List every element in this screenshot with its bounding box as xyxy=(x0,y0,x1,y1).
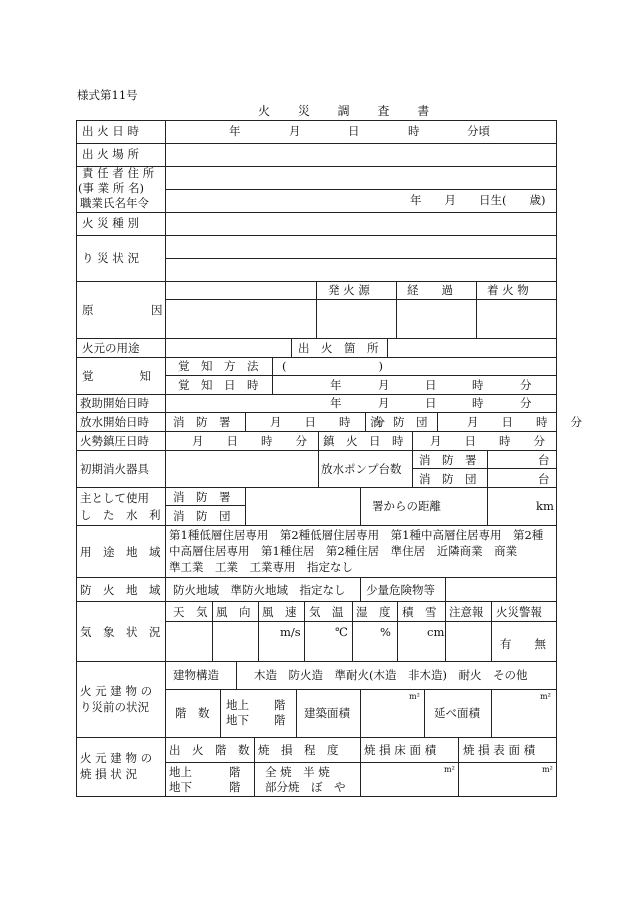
unit-square-meter: m² xyxy=(444,765,455,774)
row-divider xyxy=(76,487,557,488)
label-origin-use: 火元の用途 xyxy=(82,341,140,355)
row-divider xyxy=(76,661,557,662)
zoning-options-line1: 第1種低層住居専用 第2種低層住居専用 第1種中高層住居専用 第2種 xyxy=(169,528,544,542)
label-floor-count: 階 数 xyxy=(175,706,210,720)
row-divider xyxy=(76,737,557,738)
fire-prevention-options: 防火地域 準防火地域 指定なし xyxy=(173,583,346,597)
row-divider xyxy=(165,621,557,622)
structure-options: 木造 防火造 準耐火(木造 非木造) 耐火 その他 xyxy=(254,668,528,682)
header-temperature: 気 温 xyxy=(309,605,344,619)
col-divider xyxy=(487,450,488,487)
header-fire-warning: 火災警報 xyxy=(496,605,542,619)
unit-count: 台 xyxy=(538,453,550,467)
row-divider xyxy=(76,235,557,236)
col-divider xyxy=(318,431,319,450)
fire-warning-options: 有 無 xyxy=(500,637,546,651)
volunteer-fire-corps: 消 防 団 xyxy=(173,509,231,523)
col-divider xyxy=(360,577,361,601)
header-ignition-source: 発 火 源 xyxy=(328,283,370,297)
row-divider xyxy=(165,299,557,300)
col-divider xyxy=(296,689,297,737)
col-divider xyxy=(291,338,292,357)
row-divider xyxy=(165,505,245,506)
header-snow: 積 雪 xyxy=(402,605,437,619)
col-divider xyxy=(304,601,305,661)
col-divider xyxy=(445,601,446,661)
row-divider xyxy=(76,120,557,121)
year-unit: 年 xyxy=(330,396,342,410)
header-burn-degree: 焼 損 程 度 xyxy=(258,743,339,757)
fire-department: 消 防 署 xyxy=(173,490,231,504)
unit-square-meter: m² xyxy=(542,765,553,774)
unit-square-meter: m² xyxy=(409,692,420,701)
row-divider xyxy=(165,258,557,259)
floor-unit: 階 xyxy=(229,780,241,794)
day-unit: 日 xyxy=(425,378,437,392)
col-divider xyxy=(491,601,492,661)
label-water-start: 放水開始日時 xyxy=(80,415,149,429)
col-divider xyxy=(352,601,353,661)
label-building-burn-1: 火 元 建 物 の xyxy=(80,751,153,765)
header-origin-floor: 出 火 階 数 xyxy=(169,743,250,757)
col-divider xyxy=(487,487,488,525)
label-below-ground: 地下 xyxy=(169,780,192,794)
row-divider xyxy=(76,796,557,797)
outer-left-border xyxy=(76,120,77,796)
label-distance-from-station: 署からの距離 xyxy=(372,499,441,513)
unit-square-meter: m² xyxy=(540,692,551,701)
fire-department-time: 月 日 時 分 xyxy=(270,415,385,429)
day-unit: 日 xyxy=(425,396,437,410)
row-divider xyxy=(165,375,557,376)
header-weather: 天 気 xyxy=(173,605,208,619)
col-divider xyxy=(491,689,492,737)
col-divider xyxy=(236,661,237,689)
month-unit: 月 xyxy=(378,396,390,410)
volunteer-fire-corps: 消 防 団 xyxy=(419,472,477,486)
col-divider xyxy=(212,601,213,661)
minute-unit: 分 xyxy=(520,378,532,392)
fire-department: 消 防 署 xyxy=(173,415,231,429)
col-divider xyxy=(245,412,246,431)
volunteer-fire-corps: 消 防 団 xyxy=(370,415,428,429)
col-divider xyxy=(445,577,446,601)
label-detection: 覚 知 xyxy=(82,369,151,383)
label-detection-method: 覚 知 方 法 xyxy=(178,359,259,373)
unit-km: km xyxy=(536,499,554,513)
label-total-floor-area: 延べ面積 xyxy=(434,706,480,720)
row-divider xyxy=(165,689,557,690)
label-extinguished-datetime: 鎮 火 日 時 xyxy=(323,434,404,448)
floor-unit: 階 xyxy=(274,713,286,727)
hour-unit: 時 xyxy=(472,378,484,392)
minute-unit: 分 xyxy=(520,396,532,410)
label-building-area: 建築面積 xyxy=(304,706,350,720)
label-occupation-name-age: 職業氏名年令 xyxy=(80,196,149,210)
col-divider xyxy=(360,689,361,737)
header-wind-speed: 風 速 xyxy=(262,605,297,619)
col-divider xyxy=(360,737,361,796)
label-below-ground: 地下 xyxy=(226,713,249,727)
volunteer-fire-corps-time: 月 日 時 分 xyxy=(467,415,582,429)
row-divider xyxy=(412,468,557,469)
floor-unit: 階 xyxy=(229,765,241,779)
row-divider xyxy=(76,338,557,339)
label-fire-location: 出 火 場 所 xyxy=(82,147,139,161)
header-burned-surface-area: 焼 損 表 面 積 xyxy=(463,743,536,757)
fire-controlled-time: 月 日 時 分 xyxy=(192,434,307,448)
floor-unit: 階 xyxy=(274,698,286,712)
row-divider xyxy=(165,762,557,763)
col-divider xyxy=(220,689,221,737)
label-responsible-address: 責 任 者 住 所 xyxy=(82,166,155,180)
col-divider xyxy=(316,281,317,338)
hour-unit: 時 xyxy=(472,396,484,410)
row-divider xyxy=(76,431,557,432)
row-divider xyxy=(76,212,557,213)
label-column-border xyxy=(165,120,166,796)
burn-degree-options-2: 部分焼 ぼ や xyxy=(265,780,346,794)
col-divider xyxy=(272,357,273,394)
col-divider xyxy=(476,281,477,338)
unit-count: 台 xyxy=(538,472,550,486)
month-unit: 月 xyxy=(378,378,390,392)
label-damage-status: り 災 状 況 xyxy=(82,251,139,265)
month-unit: 月 xyxy=(289,124,301,138)
label-above-ground: 地上 xyxy=(226,698,249,712)
label-initial-equipment: 初期消火器具 xyxy=(80,462,149,476)
col-divider xyxy=(437,412,438,431)
hour-unit: 時 xyxy=(408,124,420,138)
row-divider xyxy=(76,412,557,413)
label-fire-datetime: 出 火 日 時 xyxy=(82,124,139,138)
row-divider xyxy=(76,601,557,602)
label-rescue-start: 救助開始日時 xyxy=(80,396,149,410)
col-divider xyxy=(318,450,319,487)
col-divider xyxy=(258,601,259,661)
col-divider xyxy=(387,338,388,357)
label-fire-controlled: 火勢鎮圧日時 xyxy=(80,434,149,448)
unit-temperature: ℃ xyxy=(335,625,348,639)
col-divider xyxy=(396,281,397,338)
label-above-ground: 地上 xyxy=(169,765,192,779)
label-origin-spot: 出 火 箇 所 xyxy=(298,341,379,355)
fire-department: 消 防 署 xyxy=(419,453,477,467)
label-fire-prevention-zone: 防 火 地 域 xyxy=(80,583,161,597)
birth-date-line: 年 月 日生( 歳) xyxy=(410,193,546,207)
unit-snow: cm xyxy=(427,625,445,639)
col-divider xyxy=(245,487,246,525)
label-building-structure: 建物構造 xyxy=(173,668,219,682)
header-ignited-material: 着 火 物 xyxy=(487,283,529,297)
outer-right-border xyxy=(556,120,557,796)
year-unit: 年 xyxy=(229,124,241,138)
header-humidity: 湿 度 xyxy=(356,605,391,619)
label-building-burn-2: 焼 損 状 況 xyxy=(80,767,137,781)
extinguished-time: 月 日 時 分 xyxy=(430,434,545,448)
row-divider xyxy=(76,577,557,578)
zoning-options-line3: 準工業 工業 工業専用 指定なし xyxy=(169,560,353,574)
col-divider xyxy=(254,737,255,796)
header-burned-floor-area: 焼 損 床 面 積 xyxy=(364,743,437,757)
form-number: 様式第11号 xyxy=(77,88,138,102)
row-divider xyxy=(165,189,557,190)
burn-degree-options-1: 全 焼 半 焼 xyxy=(265,765,330,779)
row-divider xyxy=(76,357,557,358)
detection-method-value: ( ) xyxy=(282,359,383,373)
header-advisory: 注意報 xyxy=(449,605,484,619)
page-title: 火 災 調 査 書 xyxy=(258,104,442,118)
label-pump-count: 放水ポンプ台数 xyxy=(321,462,402,476)
unit-humidity: % xyxy=(380,625,391,639)
row-divider xyxy=(76,525,557,526)
header-process: 経 過 xyxy=(407,283,453,297)
label-building-prefire-1: 火 元 建 物 の xyxy=(80,684,153,698)
col-divider xyxy=(360,487,361,525)
row-divider xyxy=(76,143,557,144)
zoning-options-line2: 中高層住居専用 第1種住居 第2種住居 準住居 近隣商業 商業 xyxy=(169,544,518,558)
label-detection-datetime: 覚 知 日 時 xyxy=(178,378,259,392)
col-divider xyxy=(412,450,413,487)
col-divider xyxy=(397,601,398,661)
label-business-name: (事 業 所 名) xyxy=(78,181,144,195)
label-fire-type: 火 災 種 別 xyxy=(82,216,139,230)
header-wind-direction: 風 向 xyxy=(216,605,251,619)
label-water-source-1: 主として使用 xyxy=(80,491,149,505)
row-divider xyxy=(76,394,557,395)
minute-unit: 分頃 xyxy=(467,124,490,138)
label-cause: 原 因 xyxy=(82,303,163,317)
year-unit: 年 xyxy=(330,378,342,392)
day-unit: 日 xyxy=(348,124,360,138)
row-divider xyxy=(76,450,557,451)
label-zoning: 用 途 地 域 xyxy=(80,545,161,559)
col-divider xyxy=(424,689,425,737)
label-building-prefire-2: り災前の状況 xyxy=(80,700,149,714)
label-water-source-2: し た 水 利 xyxy=(80,508,161,522)
col-divider xyxy=(412,431,413,450)
label-weather: 気 象 状 況 xyxy=(80,625,161,639)
unit-wind-speed: m/s xyxy=(280,625,301,639)
col-divider xyxy=(458,737,459,796)
label-small-hazmat: 少量危険物等 xyxy=(366,583,435,597)
